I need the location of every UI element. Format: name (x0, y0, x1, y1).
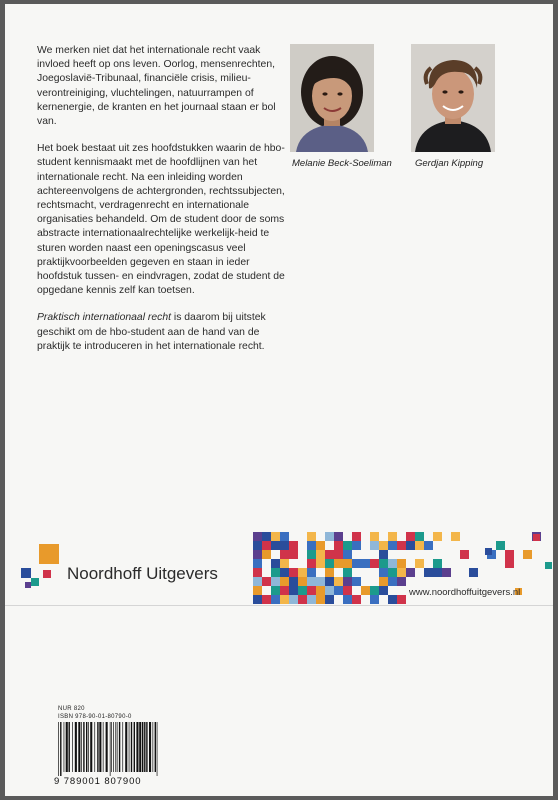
pixel-square (424, 541, 433, 550)
pixel-square (253, 550, 262, 559)
pixel-square (325, 568, 334, 577)
noordhoff-logo-icon (21, 544, 61, 590)
pixel-square (325, 550, 334, 559)
pixel-square (370, 541, 379, 550)
pixel-square (316, 559, 325, 568)
pixel-square (388, 568, 397, 577)
pixel-square (280, 541, 289, 550)
pixel-square (334, 559, 343, 568)
barcode-bar (139, 722, 141, 772)
pixel-square (298, 568, 307, 577)
pixel-square (361, 559, 370, 568)
pixel-square (415, 541, 424, 550)
pixel-square (298, 577, 307, 586)
pixel-square (280, 559, 289, 568)
barcode-bar (81, 722, 82, 772)
blurb-paragraph-2: Het boek bestaat uit zes hoofdstukken waarin de hbo-student kennismaakt met de hoofdlijnen van het internationale recht. Na een inleiding worden achtereenvolgens de achtergronden, rechtssubjecten, rechtsmacht, verdragenrecht en internationale organisaties behandeld. Om de student door de soms abstracte internationaalrechtelijke werkelijk-heid te sturen worden naast een openingscasus veel praktijkvoorbeelden gegeven en staan in ieder hoofdstuk tussen- en eindvragen, zodat de student de opgedane kennis zelf kan toetsen. (37, 143, 285, 297)
pixel-square (316, 577, 325, 586)
pixel-square (533, 534, 540, 541)
pixel-square (280, 568, 289, 577)
pixel-square (280, 586, 289, 595)
pixel-square (379, 577, 388, 586)
barcode-bar (58, 722, 59, 776)
barcode-bar (122, 722, 123, 772)
pixel-square (271, 586, 280, 595)
pixel-square (379, 559, 388, 568)
barcode-bar (110, 722, 111, 776)
pixel-square (388, 595, 397, 604)
pixel-square (334, 577, 343, 586)
pixel-square (307, 559, 316, 568)
barcode-bar (129, 722, 130, 772)
pixel-square (253, 568, 262, 577)
pixel-square (343, 595, 352, 604)
pixel-square (379, 586, 388, 595)
back-cover (5, 4, 553, 796)
blurb-text (37, 44, 285, 367)
pixel-square (379, 550, 388, 559)
barcode-bar (136, 722, 138, 772)
pixel-square (325, 532, 334, 541)
pixel-square (545, 562, 552, 569)
pixel-square (496, 541, 505, 550)
barcode-bar (111, 722, 112, 772)
author-name-melanie: Melanie Beck-Soeliman (292, 158, 392, 169)
divider (5, 605, 553, 606)
pixel-square (262, 532, 271, 541)
publisher-url[interactable]: www.noordhoffuitgevers.nl (409, 587, 521, 598)
pixel-square (406, 568, 415, 577)
pixel-square (370, 586, 379, 595)
pixel-square (325, 559, 334, 568)
publisher-name: Noordhoff Uitgevers (67, 564, 218, 583)
barcode-bar (134, 722, 135, 772)
barcode-bar (117, 722, 118, 772)
pixel-square (379, 568, 388, 577)
barcode-bar (97, 722, 98, 772)
pixel-square (289, 577, 298, 586)
pixel-square (343, 541, 352, 550)
pixel-square (415, 559, 424, 568)
barcode-bar (60, 722, 61, 776)
pixel-square (370, 595, 379, 604)
blurb-paragraph-3 (37, 311, 285, 354)
barcode-area (54, 706, 162, 790)
pixel-square (451, 532, 460, 541)
pixel-square (361, 586, 370, 595)
barcode-bar (83, 722, 84, 772)
pixel-square (271, 568, 280, 577)
barcode-bar (66, 722, 68, 772)
pixel-square (352, 595, 361, 604)
pixel-square (289, 586, 298, 595)
barcode-bar (90, 722, 92, 772)
pixel-square (316, 586, 325, 595)
barcode-bar (155, 722, 156, 772)
pixel-square (397, 595, 406, 604)
pixel-square (262, 577, 271, 586)
pixel-square (280, 532, 289, 541)
barcode-bar (86, 722, 87, 772)
pixel-square (388, 559, 397, 568)
pixel-square (271, 541, 280, 550)
pixel-square (406, 541, 415, 550)
barcode-bar (78, 722, 80, 772)
pixel-square (505, 559, 514, 568)
pixel-square (352, 532, 361, 541)
barcode-bar (131, 722, 132, 772)
pixel-square (280, 550, 289, 559)
barcode-bar (72, 722, 73, 772)
pixel-square (316, 541, 325, 550)
barcode-bar (115, 722, 116, 772)
barcode-bar (153, 722, 154, 772)
pixel-square (307, 586, 316, 595)
barcode-bar (149, 722, 151, 772)
pixel-square (334, 541, 343, 550)
barcode-bar (119, 722, 120, 772)
pixel-square (334, 586, 343, 595)
blurb-paragraph-1: We merken niet dat het internationale recht vaak invloed heeft op ons leven. Oorlog, mensenrechten, Joegoslavië-Tribunaal, financiële crisis, milieu-verontreiniging, vluchtelingen, natuurrampen of kernenergie, de kranten en het journaal staan er bol van. (37, 45, 276, 128)
pixel-square (388, 541, 397, 550)
pixel-square (343, 586, 352, 595)
nur-code: NUR 820 (58, 706, 85, 712)
pixel-square (325, 586, 334, 595)
pixel-square (253, 541, 262, 550)
pixel-square (397, 568, 406, 577)
pixel-square (307, 541, 316, 550)
pixel-square (307, 577, 316, 586)
pixel-square (388, 532, 397, 541)
pixel-square (289, 595, 298, 604)
barcode-bar (99, 722, 101, 772)
pixel-square (262, 550, 271, 559)
pixel-square (343, 559, 352, 568)
pixel-square (442, 568, 451, 577)
isbn-number: ISBN 978-90-01-80790-0 (58, 714, 132, 720)
pixel-square (325, 595, 334, 604)
barcode-bar (146, 722, 147, 772)
pixel-square (253, 559, 262, 568)
pixel-square (352, 577, 361, 586)
author-name-gerdjan: Gerdjan Kipping (415, 158, 484, 169)
pixel-square (289, 568, 298, 577)
pixel-square (289, 541, 298, 550)
pixel-square (505, 550, 514, 559)
pixel-square (415, 532, 424, 541)
pixel-square (289, 550, 298, 559)
pixel-square (379, 541, 388, 550)
pixel-square (307, 550, 316, 559)
pixel-square (460, 550, 469, 559)
barcode-bar (125, 722, 127, 772)
pixel-square (271, 532, 280, 541)
author-portrait (290, 44, 374, 152)
pixel-square (271, 595, 280, 604)
pixel-square (485, 548, 492, 555)
author-photo-melanie (290, 44, 374, 152)
pixel-square (397, 577, 406, 586)
pixel-square (325, 577, 334, 586)
barcode-bar (94, 722, 95, 772)
book-title: Praktisch internationaal recht (37, 312, 171, 324)
barcode-bar (106, 722, 108, 772)
pixel-square (433, 559, 442, 568)
pixel-square (334, 532, 343, 541)
barcode-bar (113, 722, 114, 772)
barcode-bar (157, 722, 158, 776)
pixel-square (253, 595, 262, 604)
pixel-square (307, 568, 316, 577)
pixel-square (523, 550, 532, 559)
barcode-bar (64, 722, 65, 772)
pixel-square (397, 541, 406, 550)
pixel-square (307, 532, 316, 541)
barcode-bar (144, 722, 145, 772)
barcode-bar (88, 722, 89, 772)
pixel-square (253, 532, 262, 541)
ean-digits: 9 789001 807900 (54, 776, 142, 787)
pixel-square (397, 559, 406, 568)
pixel-square (352, 541, 361, 550)
barcode-bar (69, 722, 70, 772)
blurb-paragraph-3-rest: is daarom bij uitstek geschikt om de hbo-student aan de hand van de praktijk te introduceren in het internationale recht. (37, 312, 266, 352)
pixel-square (406, 532, 415, 541)
pixel-square (253, 586, 262, 595)
pixel-square (271, 559, 280, 568)
pixel-square (307, 595, 316, 604)
pixel-square (343, 550, 352, 559)
pixel-square (271, 577, 280, 586)
barcode-bar (142, 722, 143, 772)
barcode-bar (103, 722, 104, 772)
pixel-square (433, 568, 442, 577)
pixel-square (280, 577, 289, 586)
pixel-square (370, 532, 379, 541)
barcode-bar (75, 722, 77, 772)
pixel-square (280, 595, 289, 604)
pixel-square (298, 586, 307, 595)
pixel-square (262, 541, 271, 550)
pixel-square (262, 595, 271, 604)
pixel-square (424, 568, 433, 577)
pixel-square (352, 559, 361, 568)
pixel-square (343, 577, 352, 586)
pixel-square (469, 568, 478, 577)
pixel-square (316, 550, 325, 559)
pixel-square (334, 550, 343, 559)
pixel-square (370, 559, 379, 568)
pixel-square (433, 532, 442, 541)
pixel-square (343, 568, 352, 577)
barcode-icon (58, 722, 160, 776)
pixel-square (298, 595, 307, 604)
pixel-square (316, 595, 325, 604)
pixel-square (388, 577, 397, 586)
author-portrait (411, 44, 495, 152)
pixel-square (253, 577, 262, 586)
author-photo-gerdjan (411, 44, 495, 152)
